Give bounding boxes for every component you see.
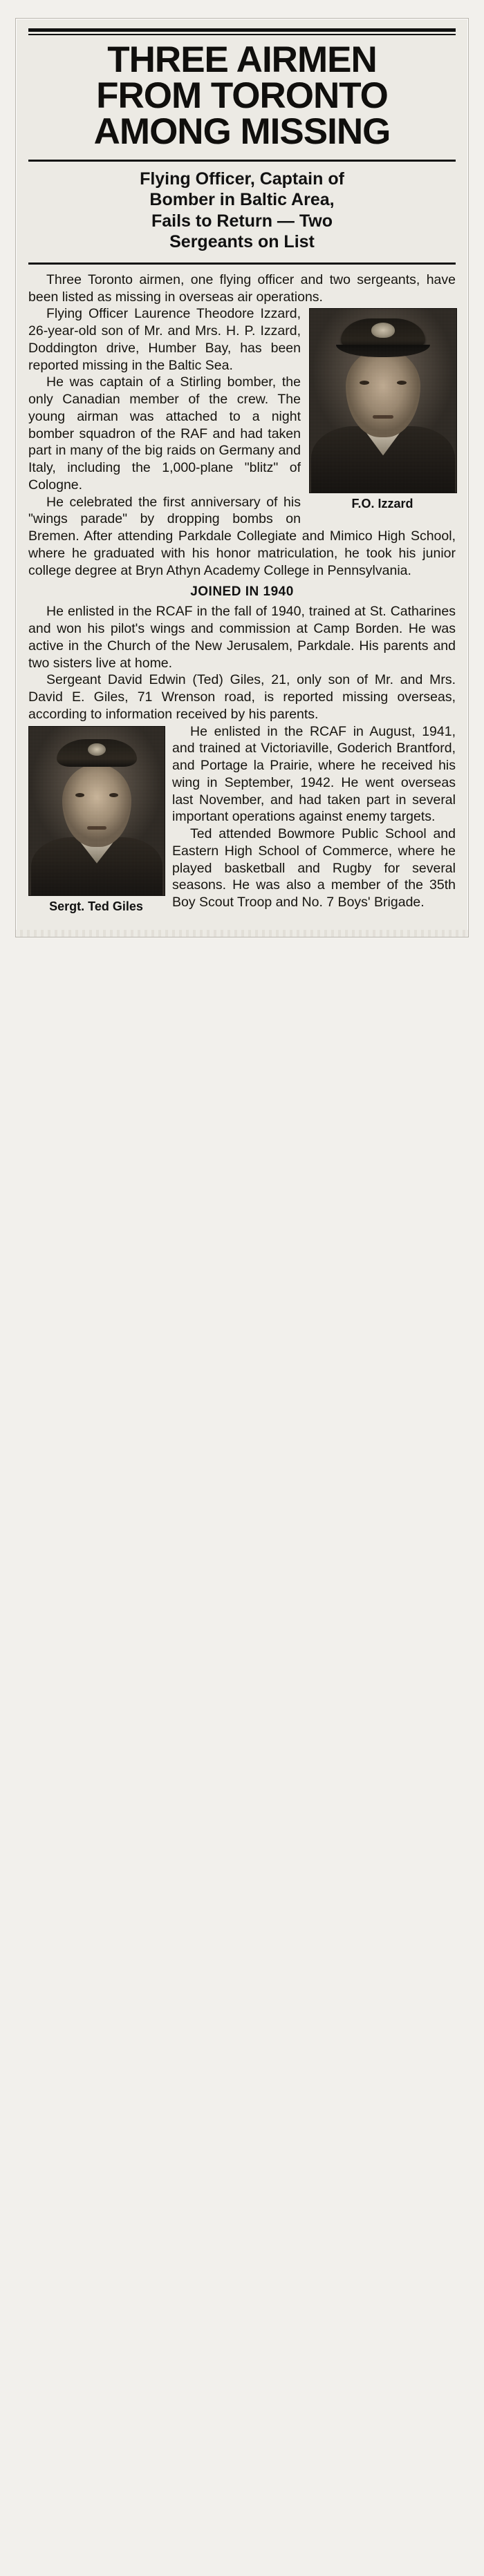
- page-title: [28, 39, 456, 152]
- paragraph-lead: Three Toronto airmen, one flying officer and two sergeants, have been listed as missing in overseas air operations.: [28, 271, 456, 305]
- portrait-izzard: [309, 308, 456, 513]
- portrait-giles: [28, 726, 164, 916]
- portrait-giles-image: [28, 726, 165, 896]
- top-rule-thick: [28, 28, 456, 32]
- section-heading-joined-in-1940: JOINED IN 1940: [190, 584, 294, 600]
- paragraph-izzard-identity: Flying Officer Laurence Theodore Izzard, 26-year-old son of Mr. and Mrs. H. P. Izzard, Doddington drive, Humber Bay, has been reported missing in the Baltic Sea.: [28, 306, 301, 373]
- subhead-line-3: Fails to Return — Two: [151, 211, 333, 231]
- headline-divider-rule: [28, 160, 456, 162]
- paragraph-giles-identity: Sergeant David Edwin (Ted) Giles, 21, only son of Mr. and Mrs. David E. Giles, 71 Wrenson road, is reported missing overseas, according to information received by his parents.: [28, 672, 456, 722]
- subhead-line-2: Bomber in Baltic Area,: [149, 190, 335, 210]
- paragraph-izzard-enlistment: He enlisted in the RCAF in the fall of 1940, trained at St. Catharines and won his pilot's wings and commission at Camp Borden. He was active in the Church of the New Jerusalem, Parkdale. His parents and two sisters live at home.: [28, 604, 456, 671]
- subhead-line-4: Sergeants on List: [169, 232, 315, 252]
- headline-line-3: AMONG MISSING: [93, 111, 391, 152]
- paragraph-giles-schooling: Ted attended Bowmore Public School and Eastern High School of Commerce, where he played basketball and Rugby for several seasons. He was also a member of the 35th Boy Scout Troop and No. 7 Boys' Brigade.: [172, 826, 456, 910]
- subhead-divider-rule: [28, 263, 456, 265]
- photo-halftone-texture: [29, 727, 165, 895]
- portrait-izzard-image: [309, 308, 457, 493]
- headline-line-2: FROM TORONTO: [96, 75, 388, 116]
- paragraph-izzard-education: He celebrated the first anniversary of his "wings parade" by dropping bombs on Bremen. After attending Parkdale Collegiate and Mimico High School, where he graduated with his honor matriculation, he took his junior college degree at Bryn Athyn Academy College in Pennsylvania.: [28, 494, 456, 578]
- article-clipping: [15, 18, 469, 937]
- article-body: [28, 271, 456, 919]
- portrait-izzard-caption: F.O. Izzard: [351, 497, 413, 511]
- article-subheadline: [31, 169, 453, 253]
- subhead-line-1: Flying Officer, Captain of: [140, 169, 344, 189]
- portrait-giles-caption: Sergt. Ted Giles: [49, 899, 143, 913]
- headline-line-1: THREE AIRMEN: [107, 39, 377, 80]
- paragraph-giles-training: He enlisted in the RCAF in August, 1941, and trained at Victoriaville, Goderich Brantford, and Portage la Prairie, where he received his wing in September, 1942. He went overseas last November, and had taken part in several important operations against enemy targets.: [172, 723, 456, 825]
- top-rule-thin: [28, 34, 456, 35]
- clipping-torn-edge: [16, 930, 468, 937]
- photo-halftone-texture: [310, 309, 456, 493]
- paragraph-izzard-service: He was captain of a Stirling bomber, the only Canadian member of the crew. The young airman was attached to a night bomber squadron of the RAF and had taken part in many of the big raids on Germany and Italy, including the 1,000-plane "blitz" of Cologne.: [28, 374, 301, 493]
